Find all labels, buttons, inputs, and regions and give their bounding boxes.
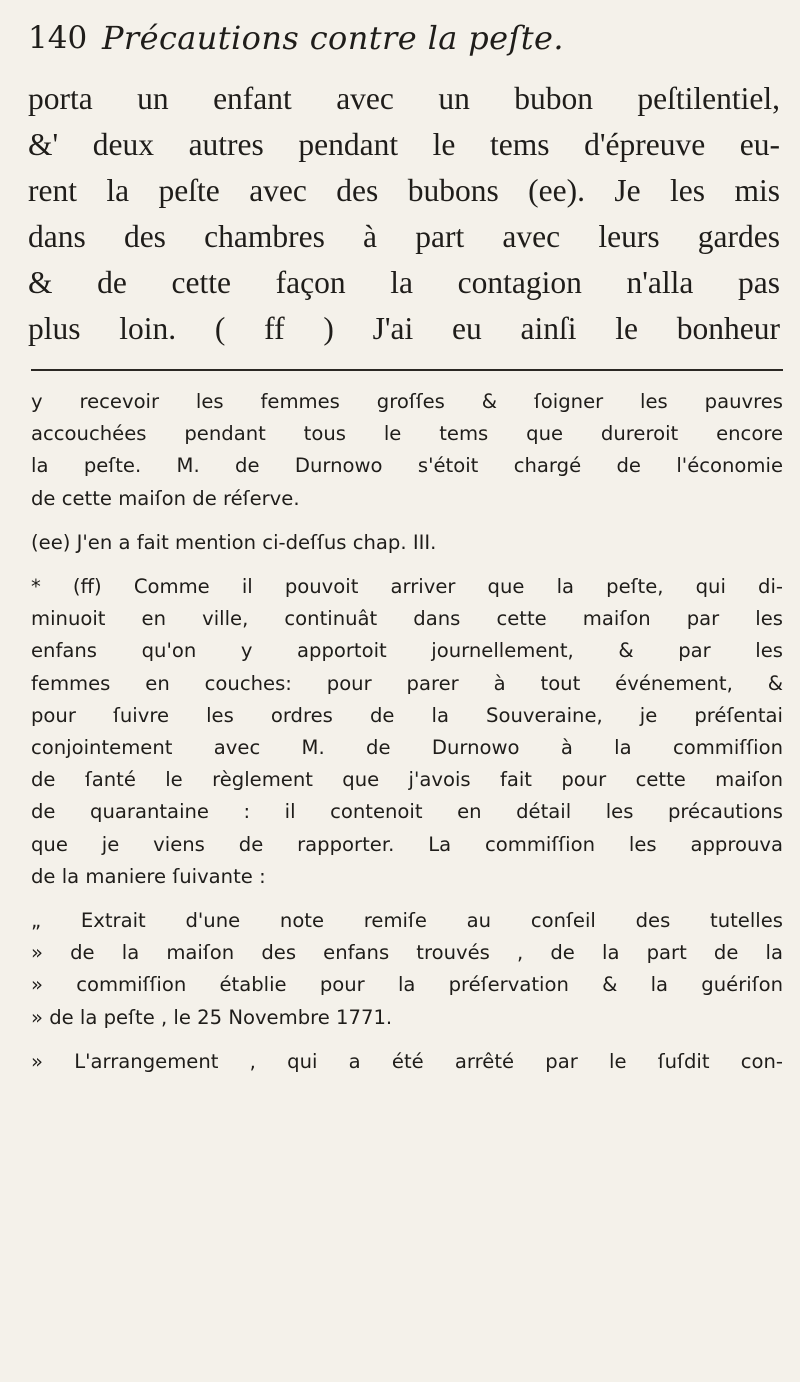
footnote-line: enfans qu'on y apportoit journellement, & par les	[31, 639, 783, 663]
running-title: Précautions contre la peſte.	[102, 19, 564, 57]
footnote-line: * (ff) Comme il pouvoit arriver que la peſte, qui di-	[31, 575, 783, 599]
footnote-line: » L'arrangement , qui a été arrêté par le ſuſdit con-	[31, 1049, 783, 1073]
main-text-line: porta un enfant avec un bubon peſtilentiel,	[28, 81, 780, 116]
footnote-line: accouchées pendant tous le tems que dureroit encore	[31, 422, 783, 446]
footnote-line: de cette maiſon de réſerve.	[31, 486, 300, 510]
footnote-line: y recevoir les femmes groſſes & ſoigner les pauvres	[31, 390, 783, 413]
footnote-continuation	[31, 386, 783, 515]
main-text-line: &' deux autres pendant le tems d'épreuve eu-	[28, 127, 780, 162]
footnote-line: pour ſuivre les ordres de la Souveraine, je préſentai	[31, 703, 783, 727]
footnote-line: minuoit en ville, continuât dans cette maiſon par les	[31, 607, 783, 631]
footnote-arrangement	[31, 1046, 783, 1078]
main-text-block	[28, 76, 780, 352]
footnote-divider	[31, 369, 783, 371]
footnote-line: de la maniere ſuivante :	[31, 864, 266, 888]
page-number: 140	[28, 20, 88, 56]
footnote-ff	[31, 571, 783, 893]
footnote-line: femmes en couches: pour parer à tout événement, &	[31, 671, 783, 695]
main-text-line: dans des chambres à part avec leurs gardes	[28, 219, 780, 254]
footnote-line: que je viens de rapporter. La commiſſion les approuva	[31, 832, 783, 856]
main-text-line: rent la peſte avec des bubons (ee). Je les mis	[28, 173, 780, 208]
footnote-ee	[31, 527, 783, 559]
footnote-line: (ee) J'en a fait mention ci-deſſus chap. III.	[31, 530, 437, 554]
page-header	[28, 14, 788, 60]
main-text-line: & de cette façon la contagion n'alla pas	[28, 265, 780, 300]
main-text-line: plus loin. ( ff ) J'ai eu ainſi le bonheur	[28, 311, 780, 346]
footnotes-block	[31, 386, 783, 1090]
footnote-line: » commiſſion établie pour la préſervation & la guériſon	[31, 973, 783, 997]
footnote-line: conjointement avec M. de Durnowo à la commiſſion	[31, 736, 783, 760]
footnote-line: » de la peſte , le 25 Novembre 1771.	[31, 1005, 393, 1029]
footnote-line: » de la maiſon des enfans trouvés , de la part de la	[31, 941, 783, 965]
footnote-line: la peſte. M. de Durnowo s'étoit chargé de l'économie	[31, 454, 783, 478]
footnote-extract	[31, 905, 783, 1034]
footnote-line: de ſanté le règlement que j'avois fait pour cette maiſon	[31, 768, 783, 792]
footnote-line: de quarantaine : il contenoit en détail les précautions	[31, 800, 783, 824]
footnote-line: „ Extrait d'une note remiſe au conſeil des tutelles	[31, 909, 783, 933]
